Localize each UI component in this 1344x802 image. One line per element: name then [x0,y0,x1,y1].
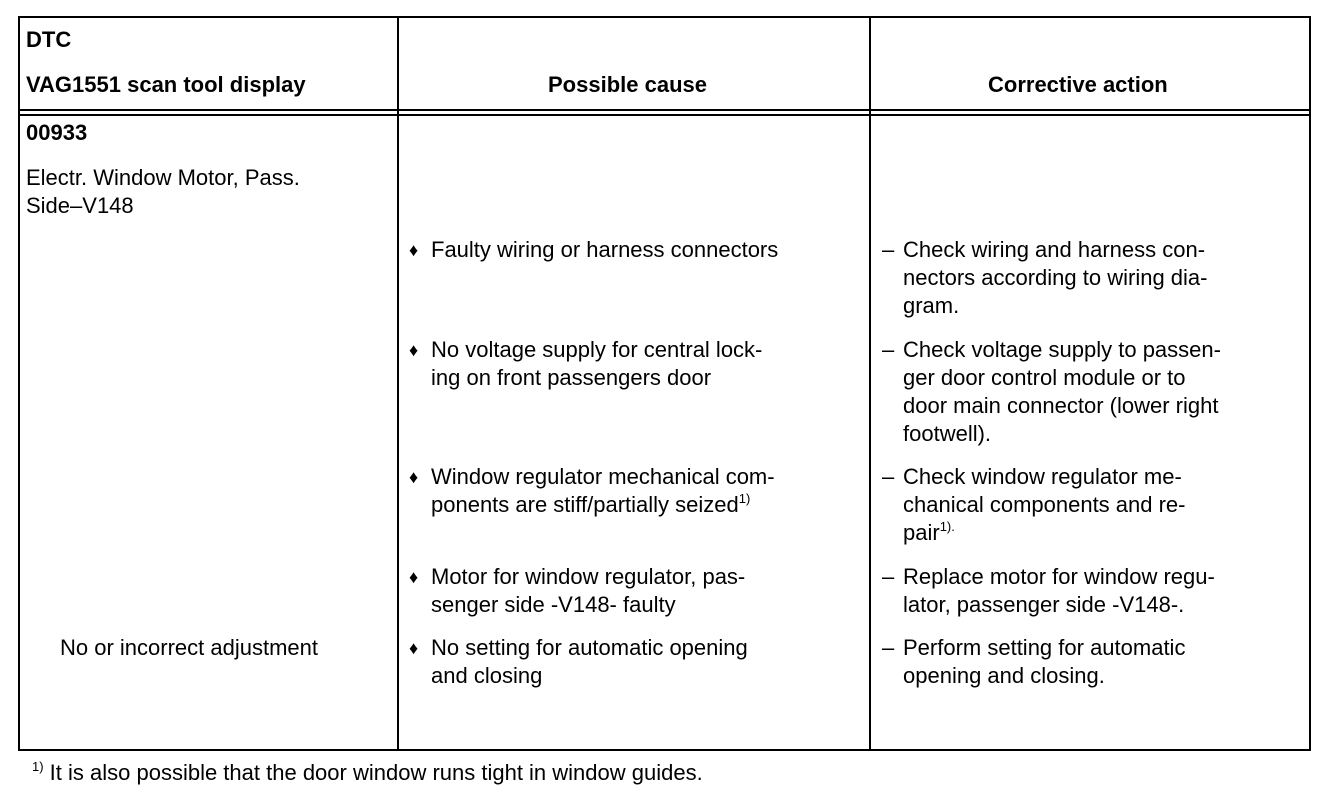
action-3-line3 [903,519,955,547]
action-1-line2: nectors according to wiring dia- [903,265,1208,290]
dash-icon: – [882,564,895,589]
action-3-line3-text: pair [903,520,940,545]
header-divider [20,109,1309,111]
cause-5-line1: No setting for automatic opening [431,635,748,660]
action-4-line1: Replace motor for window regu- [903,564,1215,589]
action-2-line4: footwell). [903,421,992,446]
bullet-icon: ♦ [409,467,419,487]
action-3-line1: Check window regulator me- [903,464,1182,489]
dtc-code: 00933 [26,120,88,145]
footnote-ref: 1). [939,519,955,534]
action-5-line1: Perform setting for automatic [903,635,1186,660]
action-4-line2: lator, passenger side -V148-. [903,592,1185,617]
action-1-line3: gram. [903,293,960,318]
action-1-line1: Check wiring and harness con- [903,237,1206,262]
dash-icon: – [882,464,895,489]
column-divider [397,18,399,749]
dtc-symptom: No or incorrect adjustment [60,635,318,660]
footnote [32,758,703,788]
bullet-icon: ♦ [409,638,419,658]
action-3-line2: chanical components and re- [903,492,1186,517]
cause-4-line1: Motor for window regulator, pas- [431,564,746,589]
dtc-table [18,16,1311,751]
dash-icon: – [882,635,895,660]
cause-2-line2: ing on front passengers door [431,365,712,390]
header-divider [20,114,1309,116]
header-possible-cause: Possible cause [548,72,707,97]
cause-3-line1: Window regulator mechanical com- [431,464,775,489]
dash-icon: – [882,337,895,362]
bullet-icon: ♦ [409,567,419,587]
cause-1-line1: Faulty wiring or harness connectors [431,237,779,262]
header-corrective-action: Corrective action [988,72,1168,97]
cause-3-line2-text: ponents are stiff/partially seized [431,492,739,517]
bullet-icon: ♦ [409,240,419,260]
cause-4-line2: senger side -V148- faulty [431,592,676,617]
action-2-line2: ger door control module or to [903,365,1186,390]
dtc-description-line2: Side–V148 [26,193,134,218]
action-2-line3: door main connector (lower right [903,393,1219,418]
cause-2-line1: No voltage supply for central lock- [431,337,763,362]
dtc-description-line1: Electr. Window Motor, Pass. [26,165,300,190]
footnote-marker: 1) [32,759,44,774]
header-scan-tool-display: VAG1551 scan tool display [26,72,306,97]
cause-3-line2 [431,491,750,519]
bullet-icon: ♦ [409,340,419,360]
header-dtc: DTC [26,27,72,52]
footnote-ref: 1) [738,491,751,506]
footnote-text: It is also possible that the door window runs tight in window guides. [43,760,703,785]
action-5-line2: opening and closing. [903,663,1105,688]
cause-5-line2: and closing [431,663,543,688]
column-divider [869,18,871,749]
action-2-line1: Check voltage supply to passen- [903,337,1221,362]
dash-icon: – [882,237,895,262]
